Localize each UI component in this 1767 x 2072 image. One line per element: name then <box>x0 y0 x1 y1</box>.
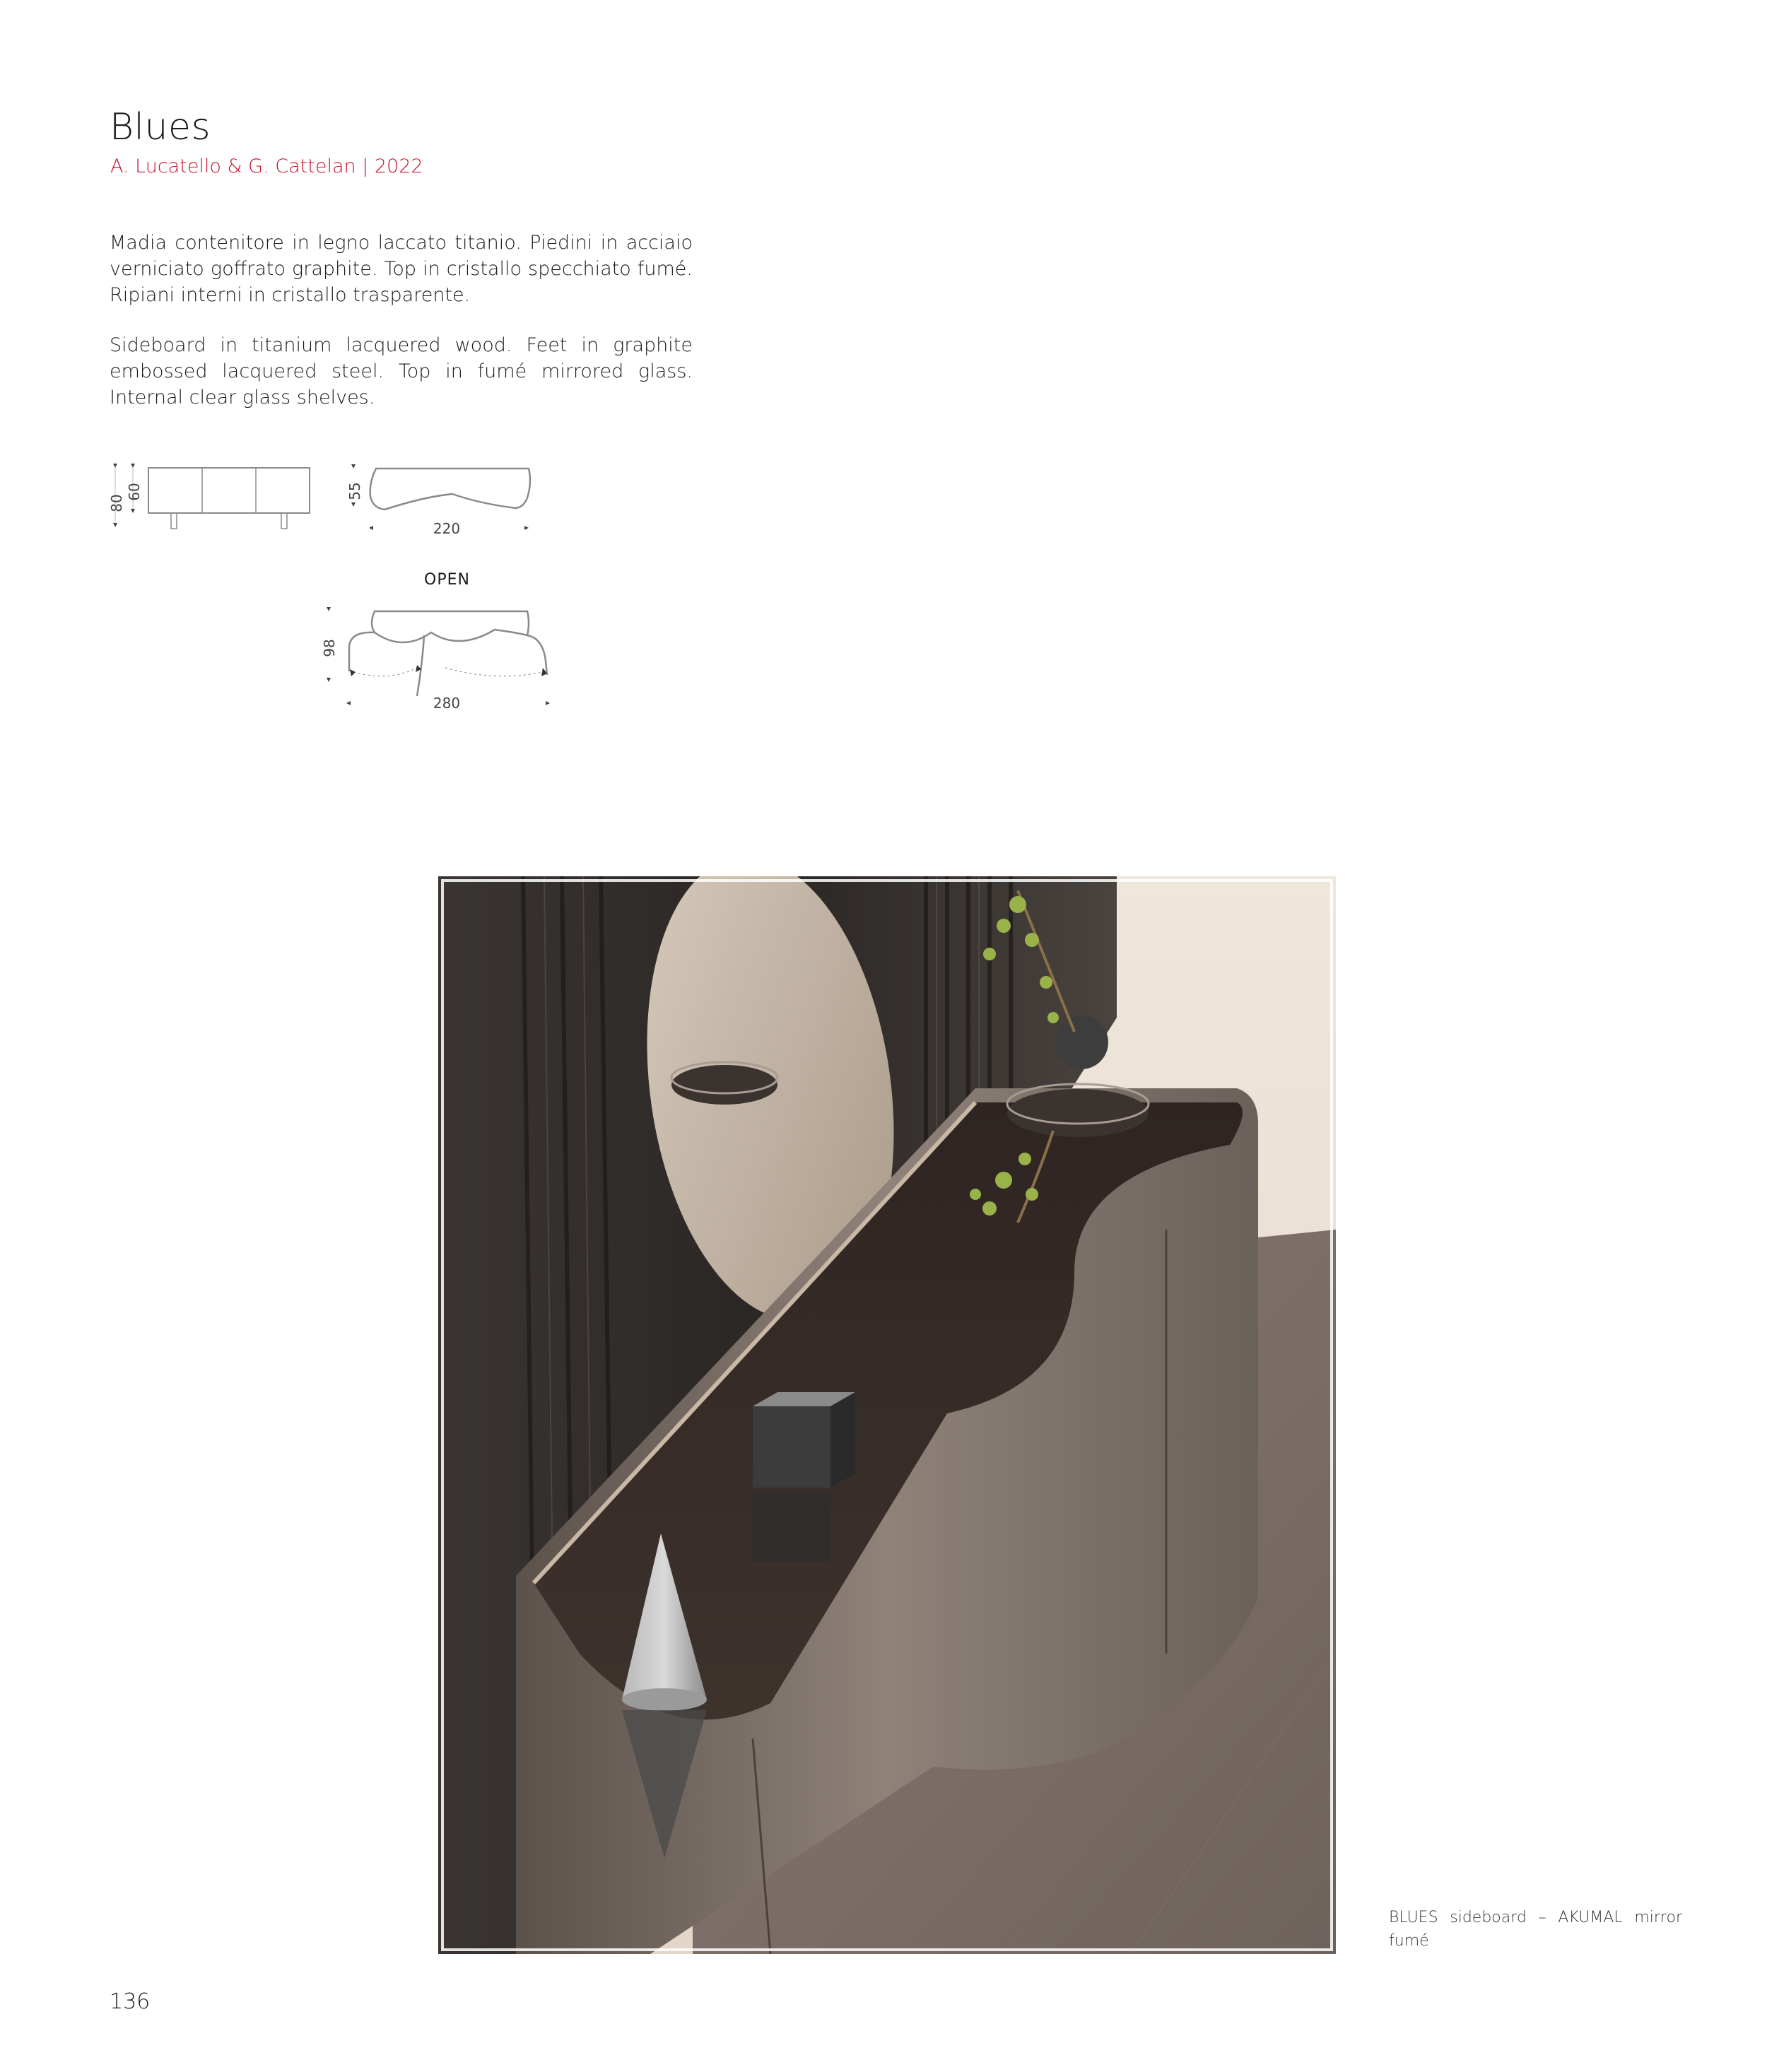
photo-caption: BLUES sideboard – AKUMAL mirror fumé <box>1389 1909 1682 1950</box>
description-english: Sideboard in titanium lacquered wood. Feet in graphite embossed lacquered steel. Top in fumé mirrored glass. Internal clear glass shelves. <box>110 334 693 408</box>
front-height-total-label: 80 <box>108 494 125 512</box>
page-number: 136 <box>110 1989 151 2014</box>
product-title: Blues <box>110 106 211 148</box>
description-italian: Madia contenitore in legno laccato titanio. Piedini in acciaio verniciato goffrato graphite. Top in cristallo specchiato fumé. Ripiani interni in cristallo trasparente. <box>110 232 693 306</box>
top-depth-label: 55 <box>346 482 363 500</box>
designer-credit: A. Lucatello & G. Cattelan | 2022 <box>110 155 423 177</box>
open-depth-label: 98 <box>321 639 338 657</box>
open-plan-drawing <box>318 604 573 717</box>
front-height-body-label: 60 <box>126 483 143 501</box>
open-configuration-label: OPEN <box>424 571 470 589</box>
open-width-label: 280 <box>433 695 461 712</box>
top-width-label: 220 <box>433 520 461 537</box>
product-photo <box>438 876 1336 1954</box>
top-plan-drawing <box>339 463 551 541</box>
front-elevation-drawing <box>106 459 318 537</box>
